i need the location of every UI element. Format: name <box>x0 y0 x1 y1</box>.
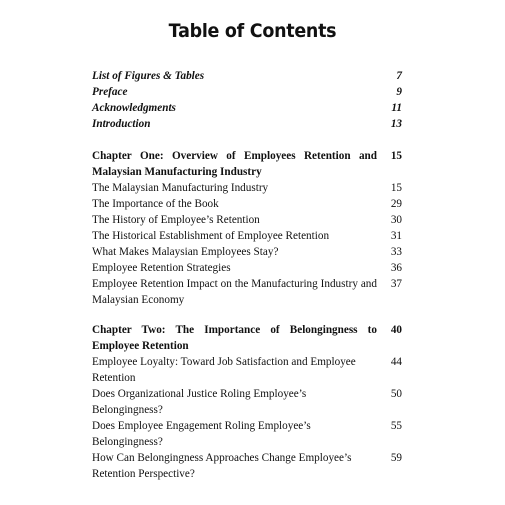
toc-entry-label: Acknowledgments <box>92 102 176 114</box>
toc-entry-label: The Malaysian Manufacturing Industry <box>92 182 269 194</box>
toc-entry <box>92 386 402 418</box>
toc-entry <box>92 84 402 100</box>
chapter-one-section <box>92 148 402 308</box>
toc-entry <box>92 354 402 386</box>
toc-entry <box>92 196 402 212</box>
toc-entry-label: The History of Employee’s Retention <box>92 214 260 226</box>
toc-entry <box>92 260 402 276</box>
toc-entry-page: 13 <box>390 118 402 130</box>
toc-entry <box>92 116 402 132</box>
toc-entry-label: The Importance of the Book <box>92 198 219 210</box>
chapter-heading <box>92 322 402 354</box>
toc-entry-page: 33 <box>390 246 402 258</box>
toc-entry-page: 9 <box>396 86 402 98</box>
toc-entry-label: Employee Retention Strategies <box>92 262 231 274</box>
toc-entry-label: Employee Retention Impact on the Manufacturing Industry and Malaysian Economy <box>92 278 377 306</box>
toc-entry-label: Preface <box>92 86 128 98</box>
toc-entry <box>92 276 402 308</box>
toc-entry <box>92 100 402 116</box>
toc-entry <box>92 418 402 450</box>
toc-entry-label: Does Organizational Justice Roling Employee’s Belongingness? <box>92 388 307 416</box>
toc-entry-page: 36 <box>390 262 402 274</box>
front-matter-list <box>92 68 402 132</box>
toc-entry <box>92 212 402 228</box>
toc-entry-label: Employee Loyalty: Toward Job Satisfaction and Employee Retention <box>92 356 356 384</box>
toc-entry-page: 15 <box>390 182 402 194</box>
toc-entry-label: Introduction <box>92 118 151 130</box>
toc-entry-page: 7 <box>396 70 402 82</box>
toc-entry-page: 55 <box>390 420 402 432</box>
chapter-heading-page: 15 <box>390 150 402 162</box>
toc-entry <box>92 228 402 244</box>
toc-entry-page: 37 <box>390 278 402 290</box>
toc-entry-page: 31 <box>390 230 402 242</box>
page-title: Table of Contents <box>168 20 337 42</box>
toc-entry <box>92 450 402 482</box>
toc-entry-label: Does Employee Engagement Roling Employee’s Belongingness? <box>92 420 311 448</box>
toc-entry <box>92 244 402 260</box>
chapter-heading-label: Chapter One: Overview of Employees Retention and Malaysian Manufacturing Industry <box>92 150 377 178</box>
toc-entry-page: 30 <box>390 214 402 226</box>
toc-entry-label: What Makes Malaysian Employees Stay? <box>92 246 279 258</box>
toc-entry-page: 44 <box>390 356 402 368</box>
chapter-heading <box>92 148 402 180</box>
toc-entry-page: 11 <box>391 102 402 114</box>
toc-entry-label: List of Figures & Tables <box>92 70 205 82</box>
toc-entry-page: 29 <box>390 198 402 210</box>
toc-entry-label: How Can Belongingness Approaches Change Employee’s Retention Perspective? <box>92 452 352 480</box>
toc-entry-page: 50 <box>390 388 402 400</box>
toc-entry-page: 59 <box>390 452 402 464</box>
toc-entry-label: The Historical Establishment of Employee Retention <box>92 230 330 242</box>
chapter-heading-page: 40 <box>390 324 402 336</box>
toc-entry <box>92 180 402 196</box>
toc-entry <box>92 68 402 84</box>
chapter-heading-label: Chapter Two: The Importance of Belongingness to Employee Retention <box>92 324 377 352</box>
chapter-two-section <box>92 322 402 482</box>
